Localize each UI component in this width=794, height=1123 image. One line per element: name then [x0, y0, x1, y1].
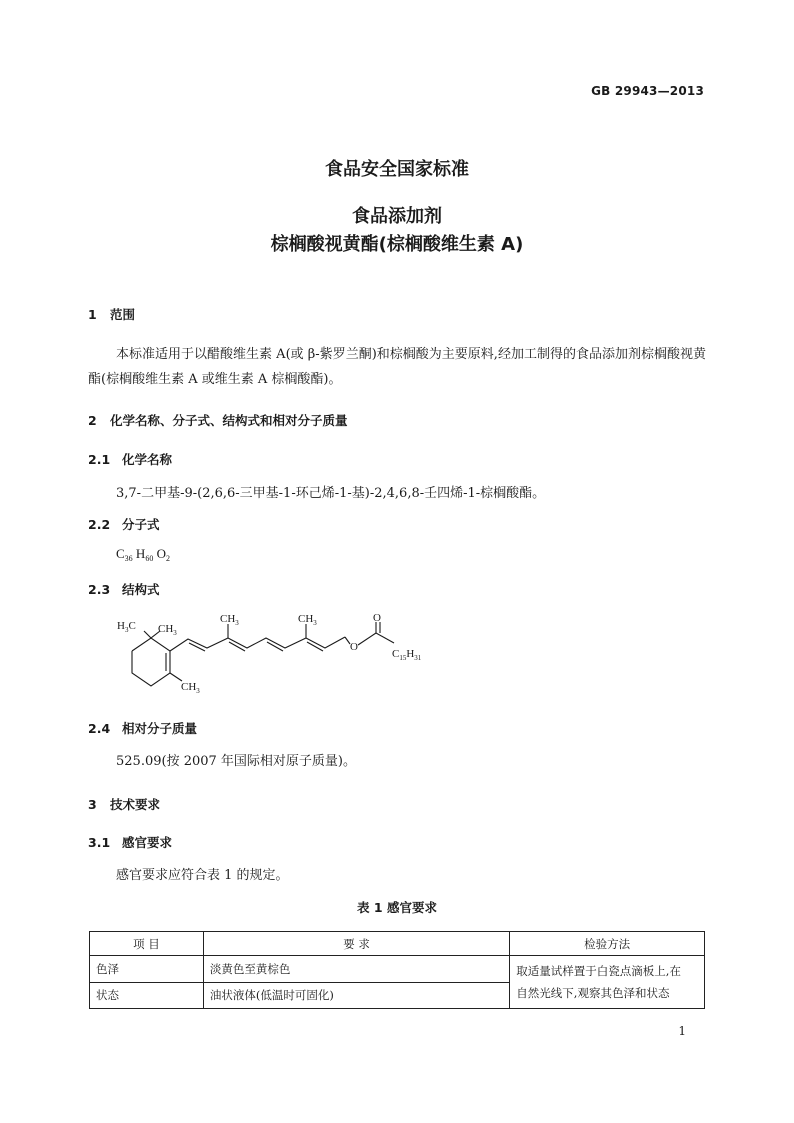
- section-number: 3: [88, 797, 97, 812]
- product-title: 棕榈酸视黄酯(棕榈酸维生素 A): [270, 234, 524, 255]
- section-number: 2.3: [88, 582, 111, 597]
- label-chain-ch3-2: $CH_3$: [298, 613, 317, 627]
- section-2-1-heading: [88, 450, 172, 468]
- section-number: 2.1: [88, 452, 111, 467]
- label-ring-ch3: $CH_3$: [181, 681, 200, 695]
- structural-formula: [114, 610, 444, 700]
- section-number: 1: [88, 307, 97, 322]
- label-carbonyl-o: O: [373, 612, 381, 624]
- section-2-heading: [88, 411, 348, 429]
- molecular-mass: 525.09(按 2007 年国际相对原子质量)。: [116, 754, 356, 769]
- cell-item: 状态: [90, 982, 204, 1009]
- section-1-heading: [88, 305, 135, 323]
- section-3-1-text: 感官要求应符合表 1 的规定。: [116, 868, 289, 883]
- section-2-2-heading: [88, 515, 160, 533]
- column-header-item: 项 目: [90, 932, 204, 956]
- page-number: 1: [678, 1024, 686, 1038]
- method-line-1: 取适量试样置于白瓷点滴板上,在: [516, 964, 681, 978]
- section-title: 结构式: [122, 582, 160, 597]
- section-2-4-heading: [88, 719, 197, 737]
- chemical-name: 3,7-二甲基-9-(2,6,6-三甲基-1-环己烯-1-基)-2,4,6,8-壬四烯-1-棕榈酸酯。: [116, 486, 546, 501]
- section-title: 相对分子质量: [122, 721, 198, 736]
- table-header-row: [90, 932, 705, 956]
- label-gem-ch3: $CH_3$: [158, 623, 177, 637]
- cell-method: [510, 956, 705, 1009]
- method-line-2: 自然光线下,观察其色泽和状态: [516, 986, 670, 1000]
- section-title: 分子式: [122, 517, 160, 532]
- table-row: [90, 956, 705, 983]
- section-2-3-heading: [88, 580, 160, 598]
- standard-number: GB 29943—2013: [591, 84, 704, 98]
- section-3-1-heading: [88, 833, 172, 851]
- label-palmitoyl: $C_{15}H_{31}$: [392, 648, 422, 662]
- label-chain-ch3-1: $CH_3$: [220, 613, 239, 627]
- section-title: 技术要求: [110, 797, 161, 812]
- label-h3c: $H_3C$: [117, 620, 136, 634]
- section-number: 2.2: [88, 517, 111, 532]
- cell-requirement: 淡黄色至黄棕色: [203, 956, 509, 983]
- column-header-method: 检验方法: [510, 932, 705, 956]
- column-header-requirement: 要 求: [203, 932, 509, 956]
- table-caption: 表 1 感官要求: [357, 900, 437, 915]
- sensory-requirements-table: [89, 931, 705, 1009]
- document-subtitle: 食品添加剂: [352, 206, 442, 227]
- molecular-formula: $C_{36}$ $H_{60}$ $O_2$: [116, 546, 170, 563]
- section-title: 化学名称、分子式、结构式和相对分子质量: [110, 413, 348, 428]
- section-number: 3.1: [88, 835, 111, 850]
- section-title: 化学名称: [122, 452, 173, 467]
- section-title: 范围: [110, 307, 136, 322]
- cell-requirement: 油状液体(低温时可固化): [203, 982, 509, 1009]
- section-3-heading: [88, 795, 160, 813]
- cell-item: 色泽: [90, 956, 204, 983]
- section-number: 2: [88, 413, 97, 428]
- label-ester-o: O: [350, 641, 358, 653]
- section-number: 2.4: [88, 721, 111, 736]
- section-title: 感官要求: [122, 835, 173, 850]
- section-1-text: 本标准适用于以醋酸维生素 A(或 β-紫罗兰酮)和棕榈酸为主要原料,经加工制得的食品添加剂棕榈酸视黄酯(棕榈酸维生素 A 或维生素 A 棕榈酸酯)。: [88, 347, 706, 387]
- document-title: 食品安全国家标准: [325, 159, 469, 180]
